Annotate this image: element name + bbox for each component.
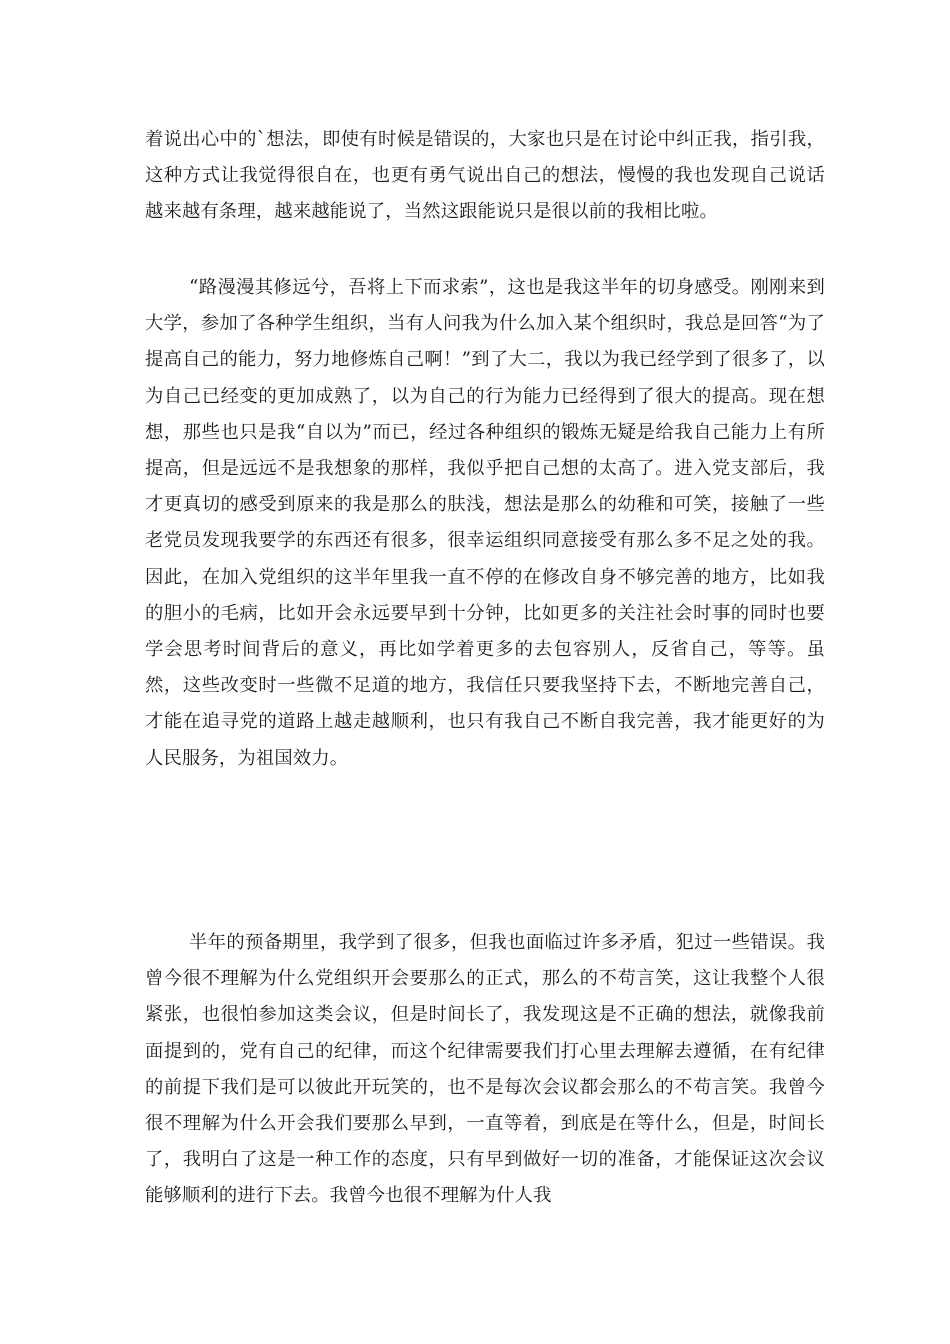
paragraph-3: 半年的预备期里，我学到了很多，但我也面临过许多矛盾，犯过一些错误。我曾今很不理解为什么党组织开会要那么的正式，那么的不苟言笑，这让我整个人很紧张，也很怕参加这类会议，但是时间长了，我发现这是不正确的想法，就像我前面提到的，党有自己的纪律，而这个纪律需要我们打心里去理解去遵循，在有纪律的前提下我们是可以彼此开玩笑的，也不是每次会议都会那么的不苟言笑。我曾今很不理解为什么开会我们要那么早到，一直等着，到底是在等什么，但是，时间长了，我明白了这是一种工作的态度，只有早到做好一切的准备，才能保证这次会议能够顺利的进行下去。我曾今也很不理解为什人我: [145, 932, 825, 1207]
paragraph-2: “路漫漫其修远兮，吾将上下而求索”，这也是我这半年的切身感受。刚刚来到大学，参加了各种学生组织，当有人问我为什么加入某个组织时，我总是回答“为了提高自己的能力，努力地修炼自己啊！”到了大二，我以为我已经学到了很多了，以为自己已经变的更加成熟了，以为自己的行为能力已经得到了很大的提高。现在想想，那些也只是我“自以为”而已，经过各种组织的锻炼无疑是给我自己能力上有所提高，但是远远不是我想象的那样，我似乎把自己想的太高了。进入党支部后，我才更真切的感受到原来的我是那么的肤浅，想法是那么的幼稚和可笑，接触了一些老党员发现我要学的东西还有很多，很幸运组织同意接受有那么多不足之处的我。因此，在加入党组织的这半年里我一直不停的在修改自身不够完善的地方，比如我的胆小的毛病，比如开会永远要早到十分钟，比如更多的关注社会时事的同时也要学会思考时间背后的意义，再比如学着更多的去包容别人，反省自己，等等。虽然，这些改变时一些微不足道的地方，我信任只要我坚持下去，不断地完善自己，才能在追寻党的道路上越走越顺利，也只有我自己不断自我完善，我才能更好的为人民服务，为祖国效力。: [145, 277, 825, 769]
paragraph-1: 着说出心中的`想法，即使有时候是错误的，大家也只是在讨论中纠正我，指引我，这种方式让我觉得很自在，也更有勇气说出自己的想法，慢慢的我也发现自己说话越来越有条理，越来越能说了，当然这跟能说只是很以前的我相比啦。: [145, 129, 825, 223]
